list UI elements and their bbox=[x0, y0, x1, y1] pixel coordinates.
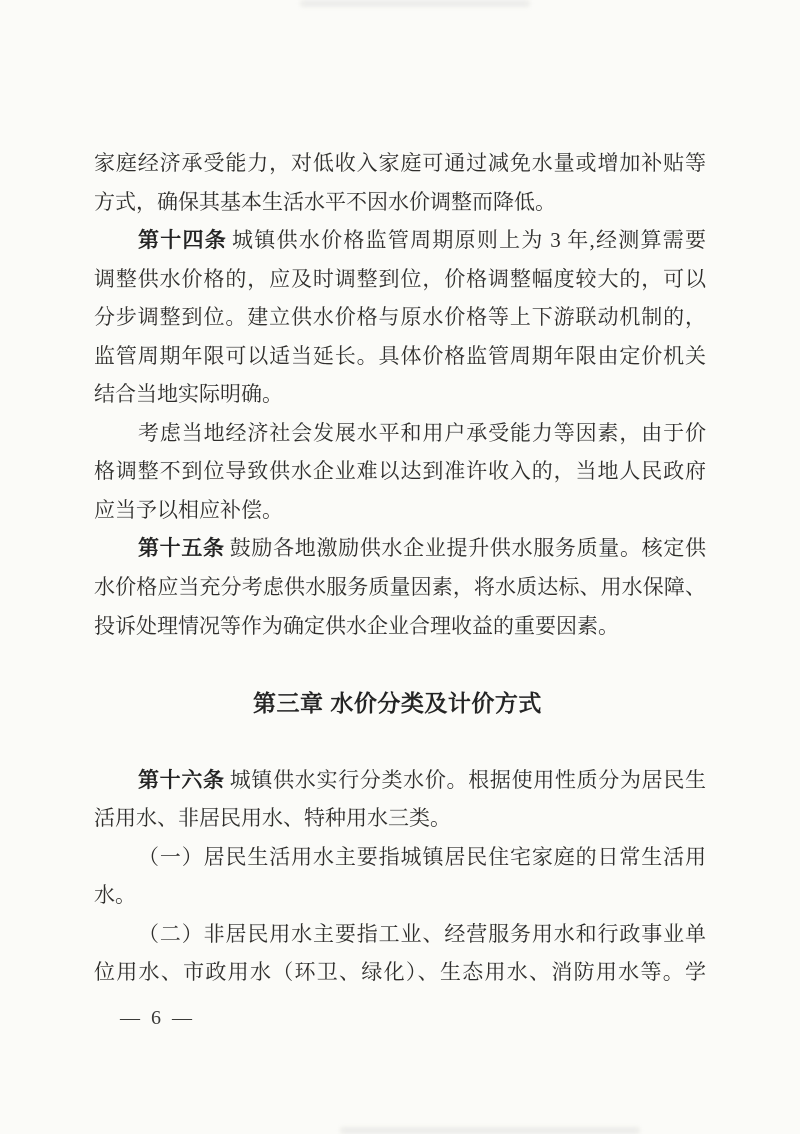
body-text: 分步调整到位。建立供水价格与原水价格等上下游联动机制的， bbox=[94, 305, 706, 330]
scan-artifact-top bbox=[300, 0, 530, 7]
text-line bbox=[94, 375, 706, 414]
document-text-block bbox=[94, 144, 706, 992]
body-text: 格调整不到位导致供水企业难以达到准许收入的，当地人民政府 bbox=[94, 459, 706, 484]
text-line bbox=[94, 491, 706, 530]
body-text: 水价格应当充分考虑供水服务质量因素，将水质达标、用水保障、 bbox=[94, 575, 706, 600]
body-text: 调整供水价格的，应及时调整到位，价格调整幅度较大的，可以 bbox=[94, 266, 706, 291]
body-text: 城镇供水实行分类水价。根据使用性质分为居民生 bbox=[229, 767, 707, 792]
chapter-heading bbox=[94, 684, 706, 723]
body-text: 结合当地实际明确。 bbox=[94, 382, 283, 407]
text-line bbox=[94, 452, 706, 491]
text-line bbox=[94, 953, 706, 992]
text-line bbox=[94, 761, 706, 800]
text-line bbox=[94, 260, 706, 299]
article-number-bold-text: 第十五条 bbox=[138, 537, 225, 561]
text-line bbox=[94, 144, 706, 183]
text-line bbox=[94, 915, 706, 954]
text-line bbox=[94, 568, 706, 607]
text-line bbox=[94, 876, 706, 915]
body-text: 应当予以相应补偿。 bbox=[94, 497, 283, 522]
article-number-bold-text: 第三章 水价分类及计价方式 bbox=[253, 689, 542, 716]
text-line bbox=[94, 298, 706, 337]
text-line bbox=[94, 221, 706, 260]
text-line bbox=[94, 529, 706, 568]
body-text: 考虑当地经济社会发展水平和用户承受能力等因素，由于价 bbox=[138, 420, 706, 445]
text-line bbox=[94, 337, 706, 376]
body-text: （一）居民生活用水主要指城镇居民住宅家庭的日常生活用 bbox=[138, 844, 706, 869]
body-text: 位用水、市政用水（环卫、绿化）、生态用水、消防用水等。学 bbox=[94, 960, 706, 985]
body-text: 监管周期年限可以适当延长。具体价格监管周期年限由定价机关 bbox=[94, 343, 706, 368]
text-line bbox=[94, 607, 706, 646]
article-number-bold-text: 第十六条 bbox=[138, 768, 225, 792]
text-line bbox=[94, 799, 706, 838]
body-text: （二）非居民用水主要指工业、经营服务用水和行政事业单 bbox=[138, 921, 706, 946]
body-text: 水。 bbox=[94, 883, 136, 908]
body-text: 城镇供水价格监管周期原则上为 3 年,经测算需要 bbox=[232, 228, 707, 253]
scan-artifact-bottom bbox=[340, 1127, 640, 1134]
article-number-bold-text: 第十四条 bbox=[138, 229, 228, 253]
body-text: 家庭经济承受能力，对低收入家庭可通过减免水量或增加补贴等 bbox=[94, 151, 706, 175]
page-number: — 6 — bbox=[120, 1007, 193, 1029]
body-text: 方式，确保其基本生活水平不因水价调整而降低。 bbox=[94, 189, 556, 214]
text-line bbox=[94, 838, 706, 877]
body-text: 活用水、非居民用水、特种用水三类。 bbox=[94, 806, 451, 831]
body-text: 鼓励各地激励供水企业提升供水服务质量。核定供 bbox=[229, 536, 707, 561]
text-line bbox=[94, 414, 706, 453]
text-line bbox=[94, 183, 706, 222]
body-text: 投诉处理情况等作为确定供水企业合理收益的重要因素。 bbox=[94, 613, 619, 638]
